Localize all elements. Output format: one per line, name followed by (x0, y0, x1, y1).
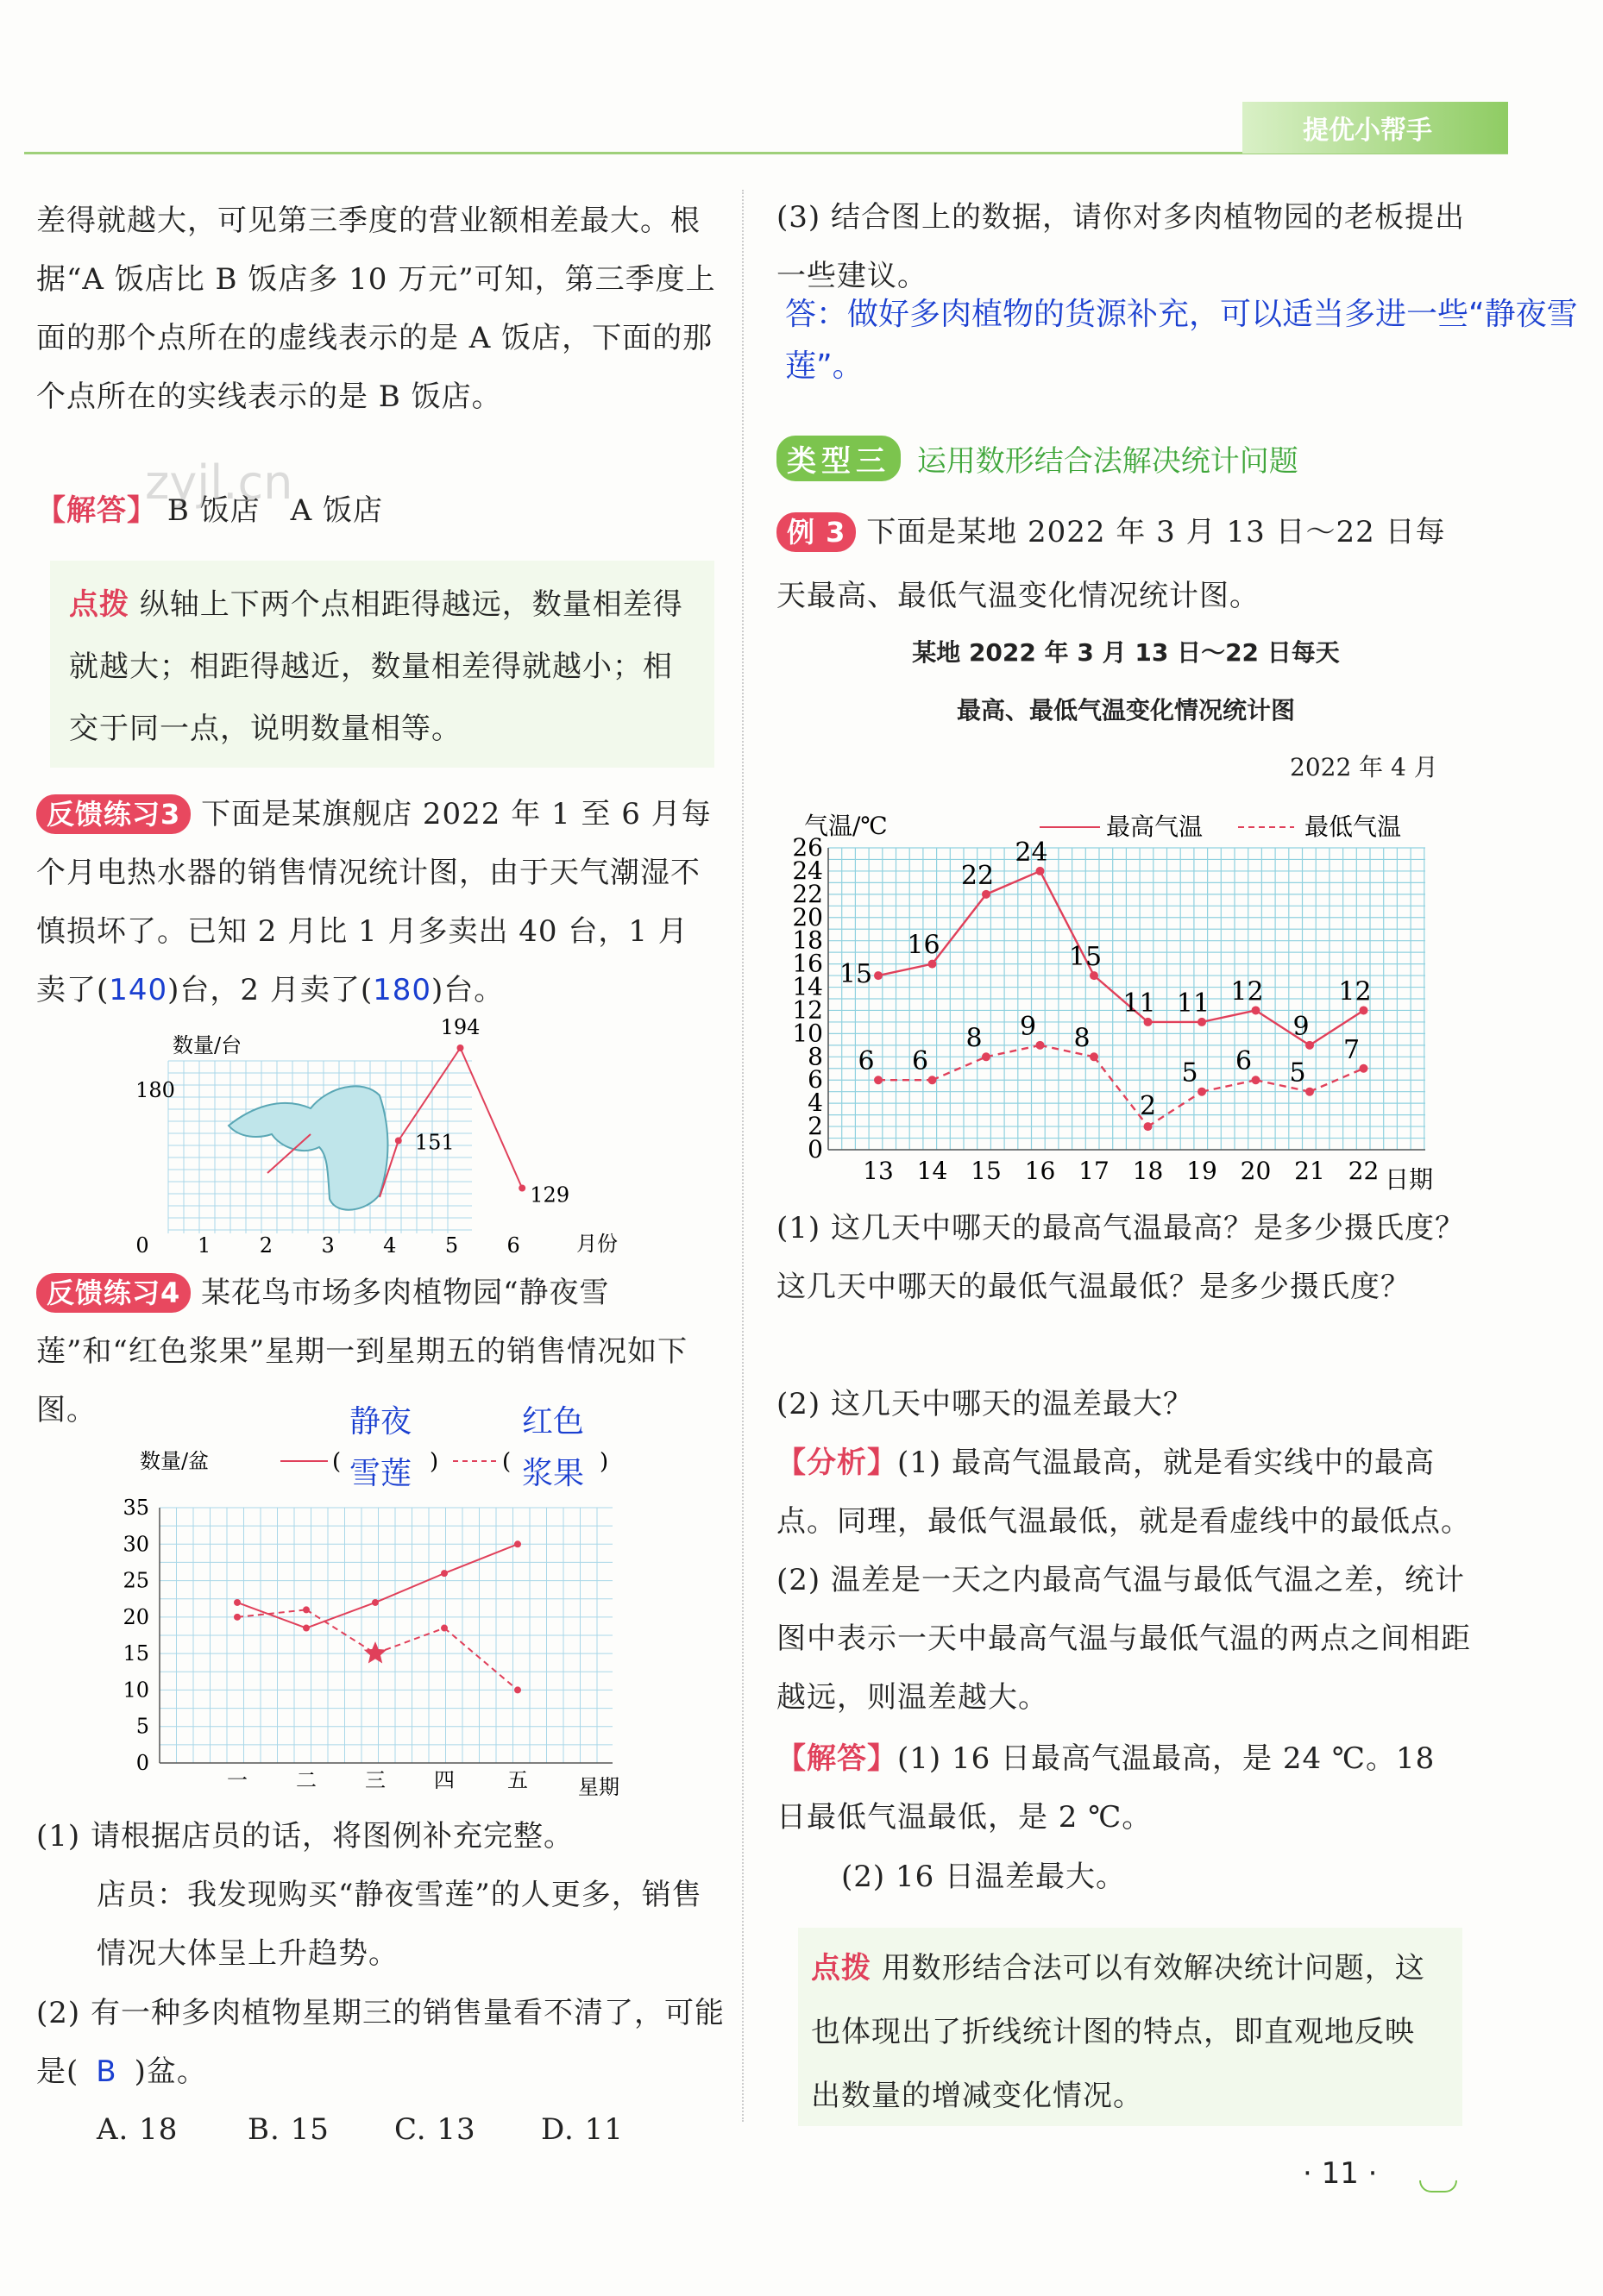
chart3-ytick: 4 (808, 1088, 823, 1118)
type-title: 运用数形结合法解决统计问题 (916, 444, 1298, 479)
tip-head: 点拨 (69, 587, 129, 622)
chart3-point (1252, 1006, 1260, 1014)
legend-answer-1-line1: 静夜 (349, 1404, 412, 1440)
exercise-4-text: 某花鸟市场多肉植物园“静夜雪莲”和“红色浆果”星期一到星期五的销售情况如下图。 (36, 1276, 688, 1427)
chart1-line-segment (461, 1048, 523, 1189)
left-paragraph: 差得就越大，可见第三季度的营业额相差最大。根据“A 饭店比 B 饭店多 10 万元”可知，第三季度上面的那个点所在的虚线表示的是 A 饭店，下面的那个点所在的实线表示的是 B 饭店。 (36, 204, 716, 414)
chart1-line-segment (399, 1048, 461, 1141)
chart3-point (1198, 1018, 1206, 1026)
chart2-point (303, 1606, 310, 1613)
chart3-data-label: 6 (911, 1046, 929, 1077)
legend-answer-2-line2: 浆果 (522, 1456, 585, 1491)
right-solve (776, 1729, 1475, 1847)
chart1-point (395, 1138, 402, 1145)
legend-answer-1-line2: 雪莲 (349, 1456, 412, 1491)
analysis-text: (1) 最高气温最高，就是看实线中的最高点。同理，最低气温最低，就是看虚线中的最低点。(2) 温差是一天之内最高气温与最低气温之差，统计图中表示一天中最高气温与最低气温的两点之间相距越远，则温差越大。 (776, 1446, 1471, 1715)
chart3-point (874, 1076, 883, 1084)
chart3-ytick: 6 (808, 1065, 823, 1095)
right-q1: (1) 这几天中哪天的最高气温最高？是多少摄氏度？这几天中哪天的最低气温最低？是多少摄氏度？ (776, 1211, 1465, 1304)
right-q3-answer: 答：做好多肉植物的货源补充，可以适当多进一些“静夜雪莲”。 (785, 297, 1578, 384)
chart3-point (1036, 867, 1045, 875)
chart3-xtick: 20 (1240, 1157, 1272, 1185)
chart2-ytick: 0 (135, 1751, 149, 1775)
q2-answer: B (96, 2054, 117, 2089)
chart3-data-label: 6 (858, 1046, 875, 1077)
chart3-data-label: 6 (1235, 1046, 1253, 1077)
chart3-xtick: 16 (1024, 1157, 1056, 1185)
chart1-point (519, 1185, 525, 1192)
watermark: zyjl.cn (145, 455, 293, 510)
chart2-point (514, 1686, 521, 1693)
right-q2: (2) 这几天中哪天的温差最大？ (776, 1387, 1193, 1421)
chart2-ytick: 15 (123, 1641, 149, 1666)
chart2-point (514, 1540, 521, 1547)
temperature-chart (776, 798, 1467, 1195)
chart3-ytick: 16 (792, 949, 823, 978)
chart3-title-1: 某地 2022 年 3 月 13 日～22 日每天 (912, 638, 1340, 667)
chart3-data-label: 15 (839, 959, 873, 990)
chart3-xtick: 17 (1078, 1157, 1110, 1185)
chart3-point (1252, 1076, 1260, 1084)
chart1-ylabel: 数量/台 (173, 1033, 242, 1057)
chart1-label-194: 194 (440, 1015, 481, 1039)
type-tag: 类型三 (776, 436, 901, 481)
chart2-ytick: 5 (135, 1714, 149, 1739)
chart3-ytick: 20 (792, 902, 823, 932)
exercise-3-text-a: 下面是某旗舰店 2022 年 1 至 6 月每个月电热水器的销售情况统计图，由于天气潮湿不慎损坏了。已知 2 月比 1 月多卖出 40 台，1 月卖了( (36, 797, 712, 1007)
chart3-ytick: 22 (792, 879, 823, 908)
chart3-xtick: 21 (1294, 1157, 1325, 1185)
chart3-ytick: 8 (808, 1042, 823, 1071)
chart3-ylabel: 气温/℃ (804, 812, 888, 840)
legend-paren-open-2: ( (502, 1449, 512, 1475)
chart3-data-label: 9 (1292, 1011, 1310, 1042)
chart3-segment-dashed (986, 1045, 1040, 1057)
chart2-xlabel: 星期 (578, 1775, 619, 1799)
left-q1: (1) 请根据店员的话，将图例补充完整。 (36, 1819, 574, 1854)
chart3-data-label: 5 (1181, 1057, 1198, 1088)
left-answer (36, 481, 718, 540)
legend-answer-2-line1: 红色 (522, 1404, 585, 1440)
succulent-chart (112, 1397, 647, 1803)
chart3-point (1090, 1052, 1098, 1061)
exercise-3 (36, 785, 718, 1019)
chart3-xtick: 13 (863, 1157, 894, 1185)
tip-text: 纵轴上下两个点相距得越远，数量相差得就越大；相距得越近，数量相差得就越小；相交于同一点，说明数量相等。 (69, 587, 683, 746)
chart3-point (1144, 1018, 1153, 1026)
exercise-4-tag: 反馈练习4 (36, 1273, 191, 1313)
chart3-data-label: 12 (1338, 976, 1372, 1007)
chart3-point (982, 1052, 990, 1061)
page-number-swoosh (1419, 2180, 1457, 2192)
chart2-xtick: 三 (365, 1768, 386, 1792)
chart3-point (1305, 1088, 1314, 1096)
exercise-3-answer-2: 180 (373, 973, 432, 1007)
header-label: 提优小帮手 (1303, 116, 1432, 146)
chart3-point (1305, 1041, 1314, 1050)
chart3-data-label: 11 (1122, 988, 1156, 1019)
right-tip-text: 用数形结合法可以有效解决统计问题，这也体现出了折线统计图的特点，即直观地反映出数量的增减变化情况。 (811, 1951, 1425, 2113)
solve-text-1: (1) 16 日最高气温最高，是 24 ℃。18 日最低气温最低，是 2 ℃。 (776, 1741, 1436, 1835)
chart3-point (1360, 1064, 1368, 1073)
legend-paren-open-1: ( (332, 1449, 342, 1475)
option-d: D. 11 (541, 2112, 624, 2147)
right-tip (811, 1936, 1441, 2128)
chart3-data-label: 15 (1068, 942, 1103, 973)
chart3-point (928, 960, 937, 969)
chart3-xtick: 19 (1186, 1157, 1217, 1185)
left-q2 (36, 1984, 726, 2101)
right-analysis (776, 1433, 1475, 1727)
chart2-xtick: 二 (296, 1768, 317, 1792)
analysis-tag: 【分析】 (776, 1446, 897, 1480)
chart2-segment-dashed (306, 1609, 375, 1653)
chart3-data-label: 11 (1176, 988, 1210, 1019)
answer-text: B 饭店 A 饭店 (167, 493, 383, 528)
legend-paren-close-2: ) (600, 1449, 609, 1475)
chart2-ytick: 20 (123, 1604, 149, 1629)
chart1-xtick: 1 (198, 1233, 211, 1258)
chart2-segment-solid (375, 1573, 444, 1603)
chart3-point (1144, 1122, 1153, 1131)
chart1-xtick: 0 (135, 1233, 149, 1258)
chart3-xtick: 18 (1132, 1157, 1164, 1185)
q2-text-a: (2) 有一种多肉植物星期三的销售量看不清了，可能是( (36, 1996, 725, 2089)
chart3-point (982, 890, 990, 899)
chart2-point (234, 1599, 241, 1606)
example-3 (776, 500, 1475, 628)
right-q3: (3) 结合图上的数据，请你对多肉植物园的老板提出一些建议。 (776, 200, 1465, 293)
sales-chart (129, 1015, 618, 1259)
legend-paren-close-1: ) (430, 1449, 439, 1475)
chart2-point (441, 1570, 448, 1577)
type-heading (776, 436, 1553, 481)
chart1-xtick: 6 (506, 1233, 520, 1258)
chart2-point (372, 1599, 379, 1606)
right-solve-2: (2) 16 日温差最大。 (841, 1860, 1127, 1894)
chart1-label-180: 180 (135, 1078, 175, 1102)
chart3-xtick: 15 (971, 1157, 1002, 1185)
chart2-xtick: 四 (434, 1768, 455, 1792)
solve-tag: 【解答】 (776, 1741, 897, 1776)
example-3-text: 下面是某地 2022 年 3 月 13 日～22 日每天最高、最低气温变化情况统计图。 (776, 515, 1446, 613)
chart1-xtick: 5 (444, 1233, 459, 1258)
chart1-point (457, 1044, 464, 1051)
chart3-ytick: 2 (808, 1112, 823, 1141)
option-b: B. 15 (248, 2112, 330, 2147)
chart2-segment-dashed (444, 1628, 518, 1691)
chart3-ytick: 18 (792, 925, 823, 955)
exercise-3-text-c: )台。 (431, 973, 505, 1007)
chart3-data-label: 5 (1289, 1057, 1306, 1088)
chart2-star-point (364, 1641, 387, 1663)
chart3-data-label: 12 (1230, 976, 1264, 1007)
option-c: C. 13 (394, 2112, 476, 2147)
chart3-point (1090, 971, 1098, 980)
chart3-data-label: 8 (1073, 1023, 1091, 1054)
chart3-data-label: 2 (1139, 1091, 1157, 1122)
chart1-label-151: 151 (414, 1130, 455, 1155)
chart1-xtick: 2 (259, 1233, 273, 1258)
answer-tag: 【解答】 (36, 493, 157, 528)
chart2-ytick: 25 (123, 1568, 149, 1593)
chart3-point (928, 1076, 937, 1084)
left-tip (69, 574, 699, 760)
chart3-data-label: 7 (1342, 1034, 1361, 1065)
right-tip-head: 点拨 (811, 1951, 871, 1985)
chart2-ytick: 10 (123, 1678, 149, 1703)
chart3-ytick: 12 (792, 995, 823, 1025)
chart3-title-2: 最高、最低气温变化情况统计图 (956, 696, 1295, 725)
chart3-ytick: 10 (792, 1019, 823, 1048)
chart1-xtick: 4 (383, 1233, 397, 1258)
chart3-data-label: 16 (907, 930, 940, 961)
chart3-data-label: 9 (1019, 1011, 1037, 1042)
chart2-ytick: 30 (123, 1532, 149, 1557)
chart3-xtick: 22 (1348, 1157, 1380, 1185)
chart3-point (874, 971, 883, 980)
q2-text-b: )盆。 (134, 2054, 207, 2089)
options-row (97, 2100, 718, 2159)
chart1-label-129: 129 (530, 1183, 570, 1208)
chart2-ytick: 35 (123, 1496, 149, 1520)
chart3-ytick: 14 (792, 972, 823, 1001)
chart3-point (1036, 1041, 1045, 1050)
chart3-xlabel: 日期 (1385, 1165, 1434, 1194)
chart3-data-label: 22 (960, 860, 995, 891)
exercise-3-text-b: )台，2 月卖了( (167, 973, 374, 1007)
chart3-data-label: 24 (1015, 837, 1048, 868)
exercise-3-tag: 反馈练习3 (36, 794, 191, 834)
chart3-ytick: 26 (792, 833, 823, 862)
chart2-xtick: 五 (507, 1768, 528, 1792)
chart2-segment-solid (306, 1603, 375, 1628)
chart2-point (234, 1614, 241, 1621)
exercise-3-answer-1: 140 (109, 973, 168, 1007)
column-divider (742, 190, 744, 2122)
chart3-date: 2022 年 4 月 (1290, 753, 1438, 781)
chart3-xtick: 14 (916, 1157, 948, 1185)
option-a: A. 18 (97, 2112, 179, 2147)
chart2-ylabel: 数量/盆 (140, 1449, 210, 1473)
chart1-xtick: 3 (321, 1233, 335, 1258)
chart3-segment-solid (878, 964, 933, 975)
chart3-legend-2: 最低气温 (1304, 812, 1402, 841)
chart1-xlabel: 月份 (576, 1232, 618, 1256)
chart2-xtick: 一 (227, 1768, 248, 1792)
chart2-segment-solid (444, 1544, 518, 1573)
chart2-point (303, 1625, 310, 1632)
page-number: · 11 · (1303, 2156, 1378, 2191)
left-q1-quote: 店员：我发现购买“静夜雪莲”的人更多，销售情况大体呈上升趋势。 (97, 1878, 702, 1971)
chart3-ytick: 24 (792, 856, 823, 885)
example-3-tag: 例 3 (776, 512, 856, 552)
chart3-ytick: 0 (808, 1135, 823, 1164)
chart3-legend-1: 最高气温 (1106, 812, 1204, 841)
chart3-point (1198, 1088, 1206, 1096)
chart3-data-label: 8 (965, 1023, 983, 1054)
chart3-point (1360, 1006, 1368, 1014)
chart2-point (441, 1625, 448, 1632)
